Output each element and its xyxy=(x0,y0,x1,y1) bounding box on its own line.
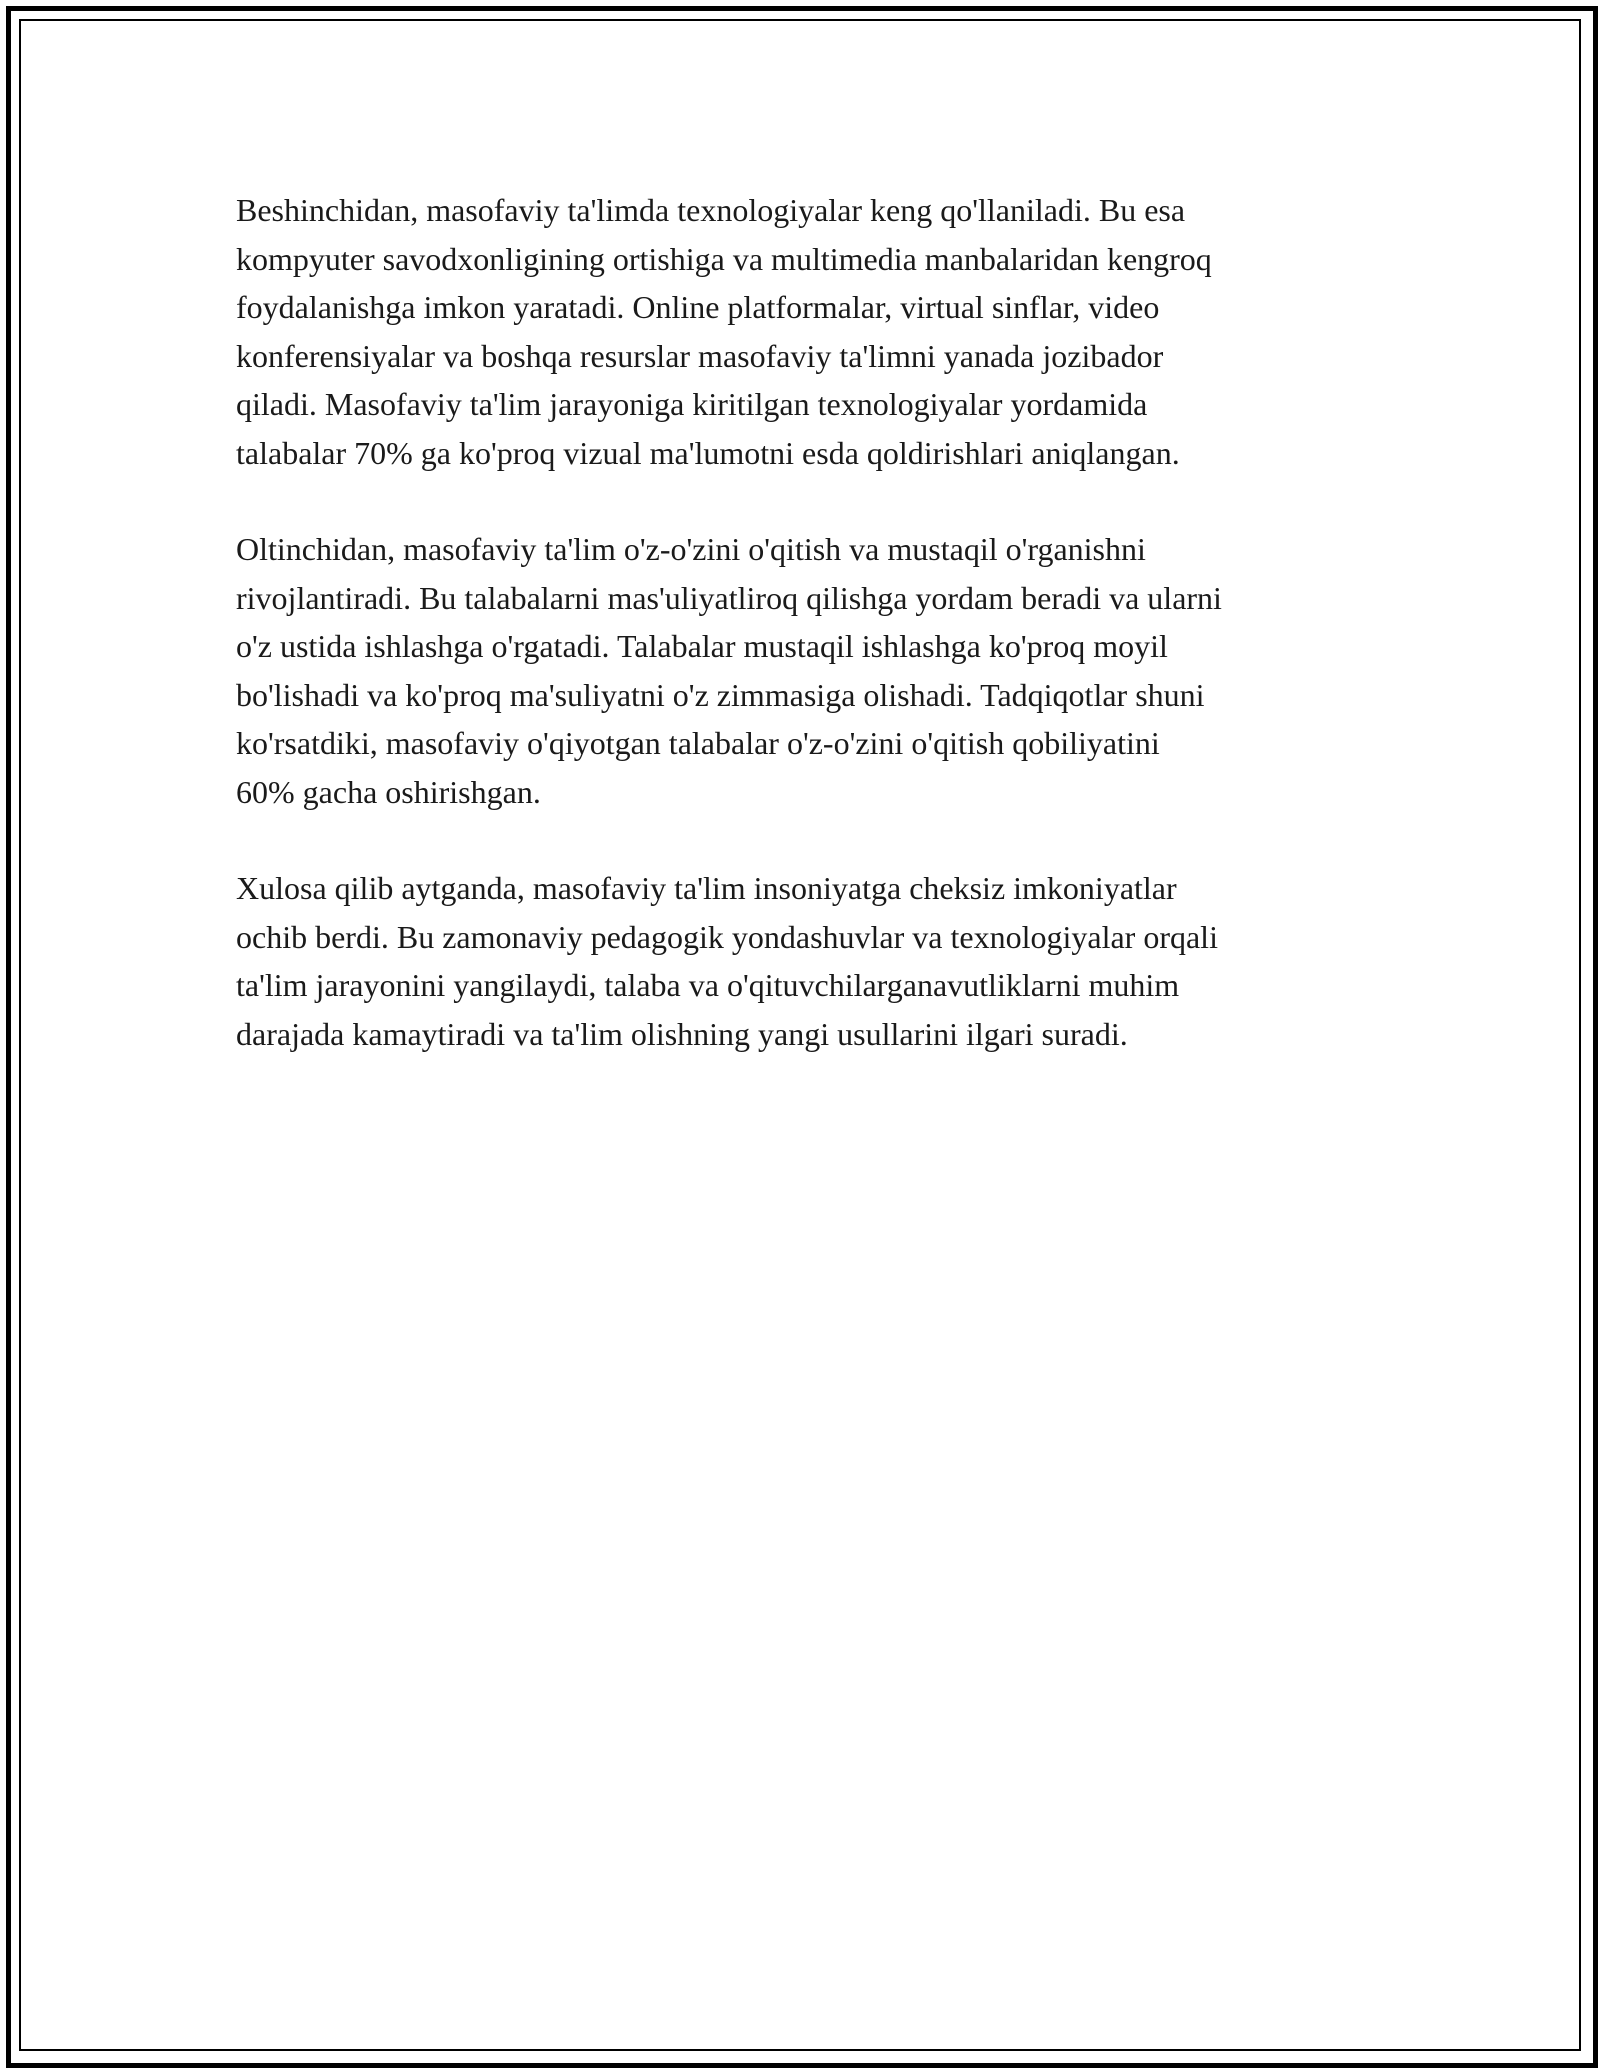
paragraph-sixth-point xyxy=(236,525,1376,816)
text-line: qiladi. Masofaviy ta'lim jarayoniga kiritilgan texnologiyalar yordamida xyxy=(236,386,1148,422)
text-line: ko'rsatdiki, masofaviy o'qiyotgan talabalar o'z-o'zini o'qitish qobiliyatini xyxy=(236,725,1160,761)
paragraph-fifth-point xyxy=(236,186,1376,477)
paragraph-conclusion xyxy=(236,864,1376,1058)
text-line: ta'lim jarayonini yangilaydi, talaba va o'qituvchilarganavutliklarni muhim xyxy=(236,967,1180,1003)
document-body xyxy=(236,186,1376,1106)
text-line: o'z ustida ishlashga o'rgatadi. Talabalar mustaqil ishlashga ko'proq moyil xyxy=(236,628,1168,664)
text-line: darajada kamaytiradi va ta'lim olishning yangi usullarini ilgari suradi. xyxy=(236,1015,1128,1052)
text-line: Xulosa qilib aytganda, masofaviy ta'lim insoniyatga cheksiz imkoniyatlar xyxy=(236,870,1177,906)
text-line: Beshinchidan, masofaviy ta'limda texnologiyalar keng qo'llaniladi. Bu esa xyxy=(236,192,1186,228)
text-line: rivojlantiradi. Bu talabalarni mas'uliyatliroq qilishga yordam beradi va ularni xyxy=(236,579,1222,616)
text-line: foydalanishga imkon yaratadi. Online platformalar, virtual sinflar, video xyxy=(236,289,1160,325)
text-line: konferensiyalar va boshqa resurslar masofaviy ta'limni yanada jozibador xyxy=(236,337,1164,374)
text-line: kompyuter savodxonligining ortishiga va multimedia manbalaridan kengroq xyxy=(236,240,1212,277)
text-line: Oltinchidan, masofaviy ta'lim o'z-o'zini o'qitish va mustaqil o'rganishni xyxy=(236,531,1146,567)
text-line: talabalar 70% ga ko'proq vizual ma'lumotni esda qoldirishlari aniqlangan. xyxy=(236,434,1180,471)
text-line: bo'lishadi va ko'proq ma'suliyatni o'z zimmasiga olishadi. Tadqiqotlar shuni xyxy=(236,676,1205,713)
text-line: 60% gacha oshirishgan. xyxy=(236,773,541,810)
text-line: ochib berdi. Bu zamonaviy pedagogik yondashuvlar va texnologiyalar orqali xyxy=(236,918,1218,955)
